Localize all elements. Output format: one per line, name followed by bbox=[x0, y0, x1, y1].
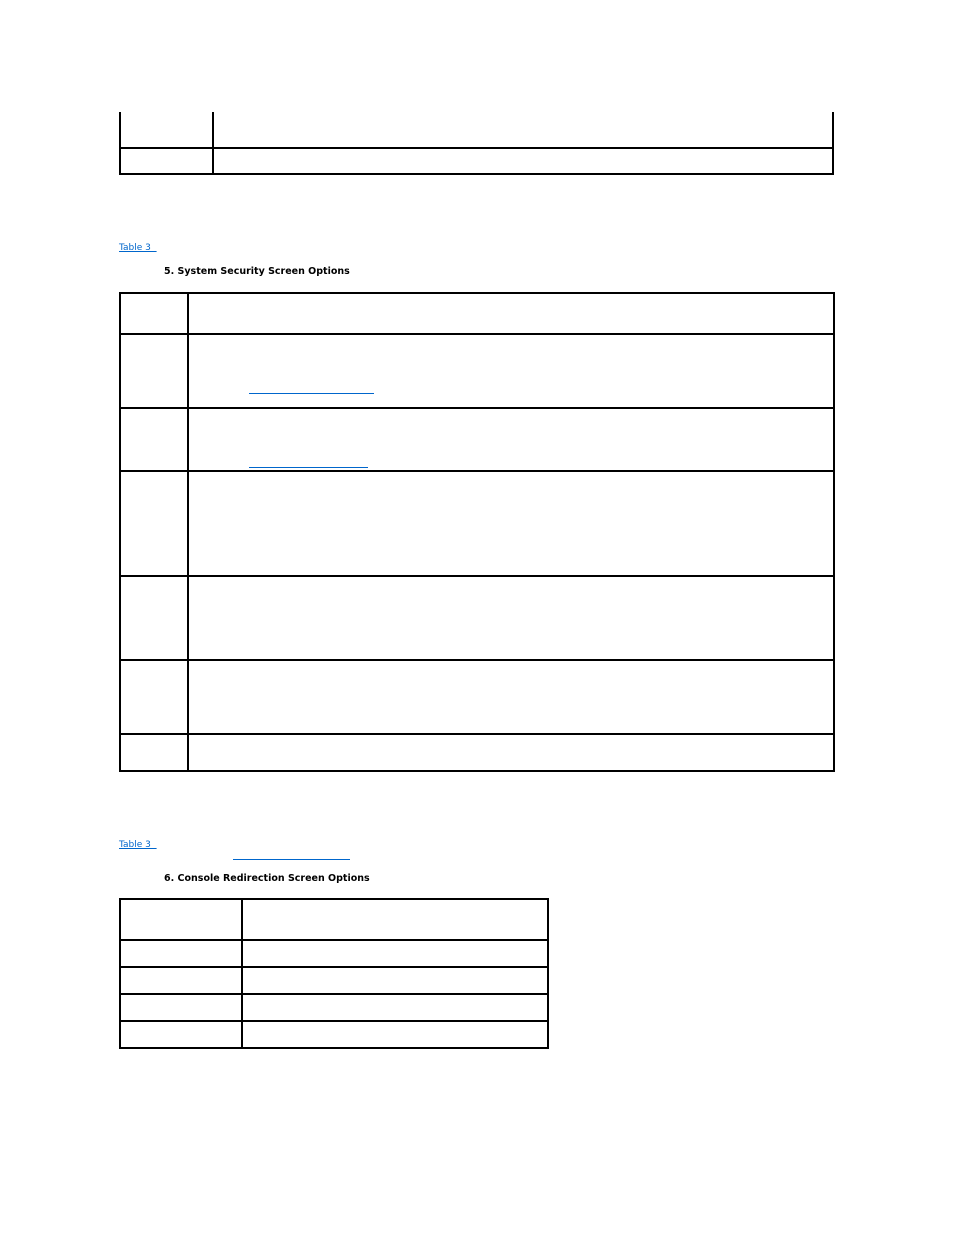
system-security-row-divider bbox=[119, 575, 835, 577]
system-security-row-divider bbox=[119, 333, 835, 335]
table3-link-bottom[interactable]: Table 3 bbox=[119, 840, 157, 850]
console-redirection-column-divider bbox=[241, 898, 243, 1049]
system-password-link[interactable] bbox=[249, 393, 374, 394]
console-redirection-table-frame bbox=[119, 898, 549, 1049]
system-security-row-divider bbox=[119, 470, 835, 472]
console-redirection-row-divider bbox=[119, 966, 549, 968]
system-security-row-divider bbox=[119, 733, 835, 735]
system-security-row-divider bbox=[119, 407, 835, 409]
prev-table-right-border bbox=[832, 112, 834, 175]
console-redirection-row-divider bbox=[119, 939, 549, 941]
console-redirection-caption: 6. Console Redirection Screen Options bbox=[164, 873, 370, 884]
table3-link-top[interactable]: Table 3 bbox=[119, 243, 157, 253]
system-security-caption: 5. System Security Screen Options bbox=[164, 266, 350, 277]
prev-table-column-divider bbox=[212, 112, 214, 175]
console-redirection-row-divider bbox=[119, 1020, 549, 1022]
setup-password-link[interactable] bbox=[249, 467, 368, 468]
prev-table-bottom-border bbox=[119, 173, 834, 175]
prev-table-left-border bbox=[119, 112, 121, 175]
console-redirection-row-divider bbox=[119, 993, 549, 995]
prev-table-row-divider bbox=[119, 147, 834, 149]
system-security-column-divider bbox=[187, 292, 189, 772]
system-security-row-divider bbox=[119, 659, 835, 661]
cross-reference-link[interactable] bbox=[233, 859, 350, 860]
system-security-table-frame bbox=[119, 292, 835, 772]
